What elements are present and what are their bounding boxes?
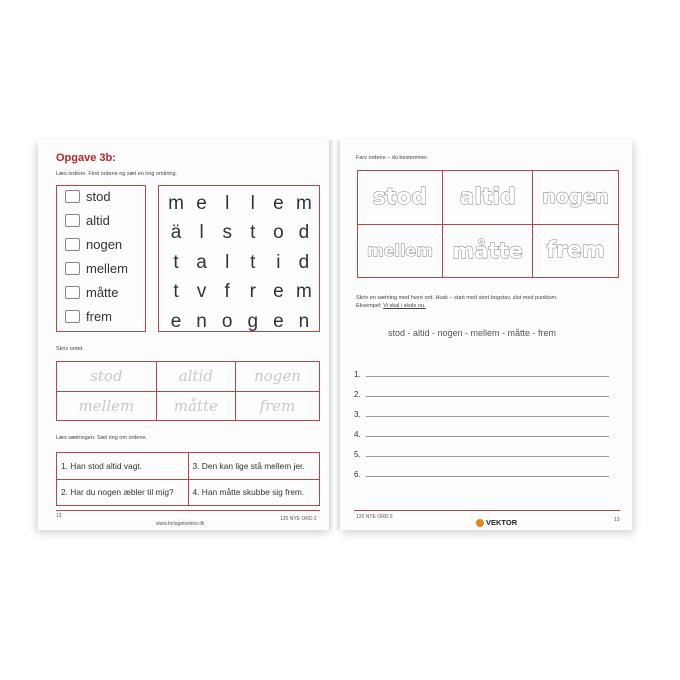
outlined-word: frem bbox=[546, 238, 605, 264]
trace-word-cell[interactable]: frem bbox=[235, 391, 319, 421]
book-title: 120 NYE ORD 2 bbox=[356, 514, 393, 520]
grid-row bbox=[165, 307, 315, 337]
color-word-cell[interactable] bbox=[442, 224, 532, 278]
line-rule bbox=[366, 435, 609, 437]
grid-row bbox=[165, 278, 315, 308]
outlined-word: mellem bbox=[366, 240, 433, 260]
writing-line[interactable] bbox=[354, 390, 609, 399]
grid-letter[interactable]: r bbox=[249, 281, 256, 303]
instruction-sentences: Læs sætningen. Sæt ring om ordene. bbox=[56, 435, 148, 441]
grid-letter[interactable]: e bbox=[170, 310, 182, 332]
checkbox[interactable] bbox=[65, 190, 80, 203]
checkbox-item[interactable] bbox=[65, 213, 110, 228]
footer-rule bbox=[56, 510, 320, 511]
instruction-find-words: Læs ordene. Find ordene og sæt en ring omkring. bbox=[56, 171, 178, 177]
grid-letter[interactable]: v bbox=[196, 281, 207, 303]
sentence-cell[interactable]: 3. Den kan lige stå mellem jer. bbox=[188, 453, 320, 480]
checkbox-label: mellem bbox=[86, 261, 128, 276]
line-rule bbox=[366, 455, 609, 457]
checkbox-item[interactable] bbox=[65, 237, 122, 252]
writing-line[interactable] bbox=[354, 370, 609, 379]
grid-letter[interactable]: o bbox=[221, 310, 233, 332]
line-rule bbox=[366, 395, 609, 397]
grid-letter[interactable]: d bbox=[298, 251, 310, 273]
color-word-cell[interactable] bbox=[442, 171, 532, 225]
instruction-write: Skriv ordet. bbox=[56, 346, 84, 352]
trace-word-cell[interactable]: nogen bbox=[235, 362, 319, 392]
grid-letter[interactable]: l bbox=[225, 251, 230, 273]
outlined-word: måtte bbox=[452, 238, 523, 263]
grid-letter[interactable]: s bbox=[222, 222, 232, 244]
grid-letter[interactable]: m bbox=[296, 281, 312, 303]
sentence-cell[interactable]: 2. Har du nogen æbler til mig? bbox=[57, 479, 189, 506]
grid-letter[interactable]: e bbox=[196, 192, 207, 214]
page-number: 13 bbox=[614, 517, 620, 523]
grid-letter[interactable]: t bbox=[250, 222, 256, 244]
line-number: 2. bbox=[354, 390, 361, 399]
vektor-logo bbox=[476, 518, 517, 527]
grid-letter[interactable]: g bbox=[247, 310, 259, 332]
grid-letter[interactable]: e bbox=[273, 281, 284, 303]
color-word-cell[interactable] bbox=[358, 224, 443, 278]
writing-line[interactable] bbox=[354, 470, 609, 479]
grid-letter[interactable]: e bbox=[273, 310, 284, 332]
trace-word-cell[interactable]: mellem bbox=[57, 391, 157, 421]
writing-line[interactable] bbox=[354, 430, 609, 439]
word-search-grid bbox=[158, 185, 320, 332]
sentence-cell[interactable]: 4. Han måtte skubbe sig frem. bbox=[188, 479, 320, 506]
grid-letter[interactable]: l bbox=[250, 192, 255, 214]
checkbox-label: frem bbox=[86, 309, 112, 324]
example-line bbox=[356, 303, 426, 309]
checkbox[interactable] bbox=[65, 286, 80, 299]
book-title: 120 NYE ORD 2 bbox=[280, 516, 317, 522]
grid-letter[interactable]: m bbox=[168, 192, 184, 214]
checkbox[interactable] bbox=[65, 262, 80, 275]
sentences-table bbox=[56, 452, 320, 506]
checkbox-label: nogen bbox=[86, 237, 123, 252]
trace-word-cell[interactable]: stod bbox=[57, 362, 157, 392]
grid-letter[interactable]: l bbox=[225, 192, 230, 214]
letter-grid bbox=[165, 189, 315, 337]
outlined-word: altid bbox=[459, 184, 516, 210]
logo-text: VEKTOR bbox=[486, 518, 518, 527]
grid-letter[interactable]: a bbox=[196, 251, 207, 273]
color-word-cell[interactable] bbox=[533, 171, 619, 225]
line-number: 1. bbox=[354, 370, 361, 379]
grid-letter[interactable]: d bbox=[298, 222, 310, 244]
color-words-table bbox=[357, 170, 619, 278]
color-word-cell[interactable] bbox=[533, 224, 619, 278]
line-rule bbox=[366, 375, 609, 377]
grid-letter[interactable]: m bbox=[296, 192, 312, 214]
checkbox[interactable] bbox=[65, 214, 80, 227]
line-number: 6. bbox=[354, 470, 361, 479]
logo-icon bbox=[476, 519, 484, 527]
trace-words-table bbox=[56, 361, 320, 421]
right-page bbox=[340, 140, 632, 530]
line-rule bbox=[366, 415, 609, 417]
checkbox-item[interactable] bbox=[65, 261, 128, 276]
word-list: stod - altid - nogen - mellem - måtte - frem bbox=[388, 328, 557, 338]
checkbox-item[interactable] bbox=[65, 285, 119, 300]
grid-letter[interactable]: n bbox=[298, 310, 310, 332]
sentence-cell[interactable]: 1. Han stod altid vagt. bbox=[57, 453, 189, 480]
line-rule bbox=[366, 475, 609, 477]
checkbox-word-list bbox=[56, 185, 146, 332]
grid-letter[interactable]: t bbox=[173, 251, 179, 273]
trace-word-cell[interactable]: måtte bbox=[156, 391, 235, 421]
grid-letter[interactable]: i bbox=[276, 251, 281, 273]
checkbox-item[interactable] bbox=[65, 309, 112, 324]
example-label: Eksempel: bbox=[356, 303, 382, 309]
exercise-title: Opgave 3b: bbox=[56, 152, 116, 164]
grid-letter[interactable]: t bbox=[250, 251, 256, 273]
grid-letter[interactable]: o bbox=[273, 222, 284, 244]
writing-line[interactable] bbox=[354, 410, 609, 419]
grid-row bbox=[165, 219, 315, 249]
outlined-word: nogen bbox=[542, 186, 609, 209]
checkbox[interactable] bbox=[65, 238, 80, 251]
checkbox-label: måtte bbox=[86, 285, 119, 300]
grid-letter[interactable]: n bbox=[196, 310, 207, 332]
grid-letter[interactable]: ä bbox=[170, 222, 182, 244]
grid-letter[interactable]: t bbox=[173, 281, 179, 303]
checkbox-item[interactable] bbox=[65, 189, 111, 204]
grid-letter[interactable]: e bbox=[273, 192, 284, 214]
grid-row bbox=[165, 248, 315, 278]
page-number: 12 bbox=[56, 513, 62, 519]
outlined-word: stod bbox=[372, 184, 428, 210]
line-number: 3. bbox=[354, 410, 361, 419]
left-page bbox=[38, 140, 330, 530]
example-text: Vi skal i skole nu. bbox=[383, 303, 426, 309]
color-word-cell[interactable] bbox=[358, 171, 443, 225]
line-number: 5. bbox=[354, 450, 361, 459]
checkbox-label: altid bbox=[86, 213, 110, 228]
grid-letter[interactable]: f bbox=[224, 281, 230, 303]
line-number: 4. bbox=[354, 430, 361, 439]
writing-line[interactable] bbox=[354, 450, 609, 459]
trace-word-cell[interactable]: altid bbox=[156, 362, 235, 392]
instruction-color: Farv ordene – du bestemmer. bbox=[356, 155, 429, 161]
checkbox[interactable] bbox=[65, 310, 80, 323]
grid-letter[interactable]: l bbox=[199, 222, 204, 244]
instruction-write-sentence: Skriv en sætning med hvert ord. Husk – start med stort bogstav, slut med punktum. bbox=[356, 295, 558, 301]
footer-rule bbox=[354, 510, 620, 511]
website-link[interactable]: www.forlagetvektor.dk bbox=[156, 521, 205, 527]
grid-row bbox=[165, 189, 315, 219]
checkbox-label: stod bbox=[86, 189, 111, 204]
